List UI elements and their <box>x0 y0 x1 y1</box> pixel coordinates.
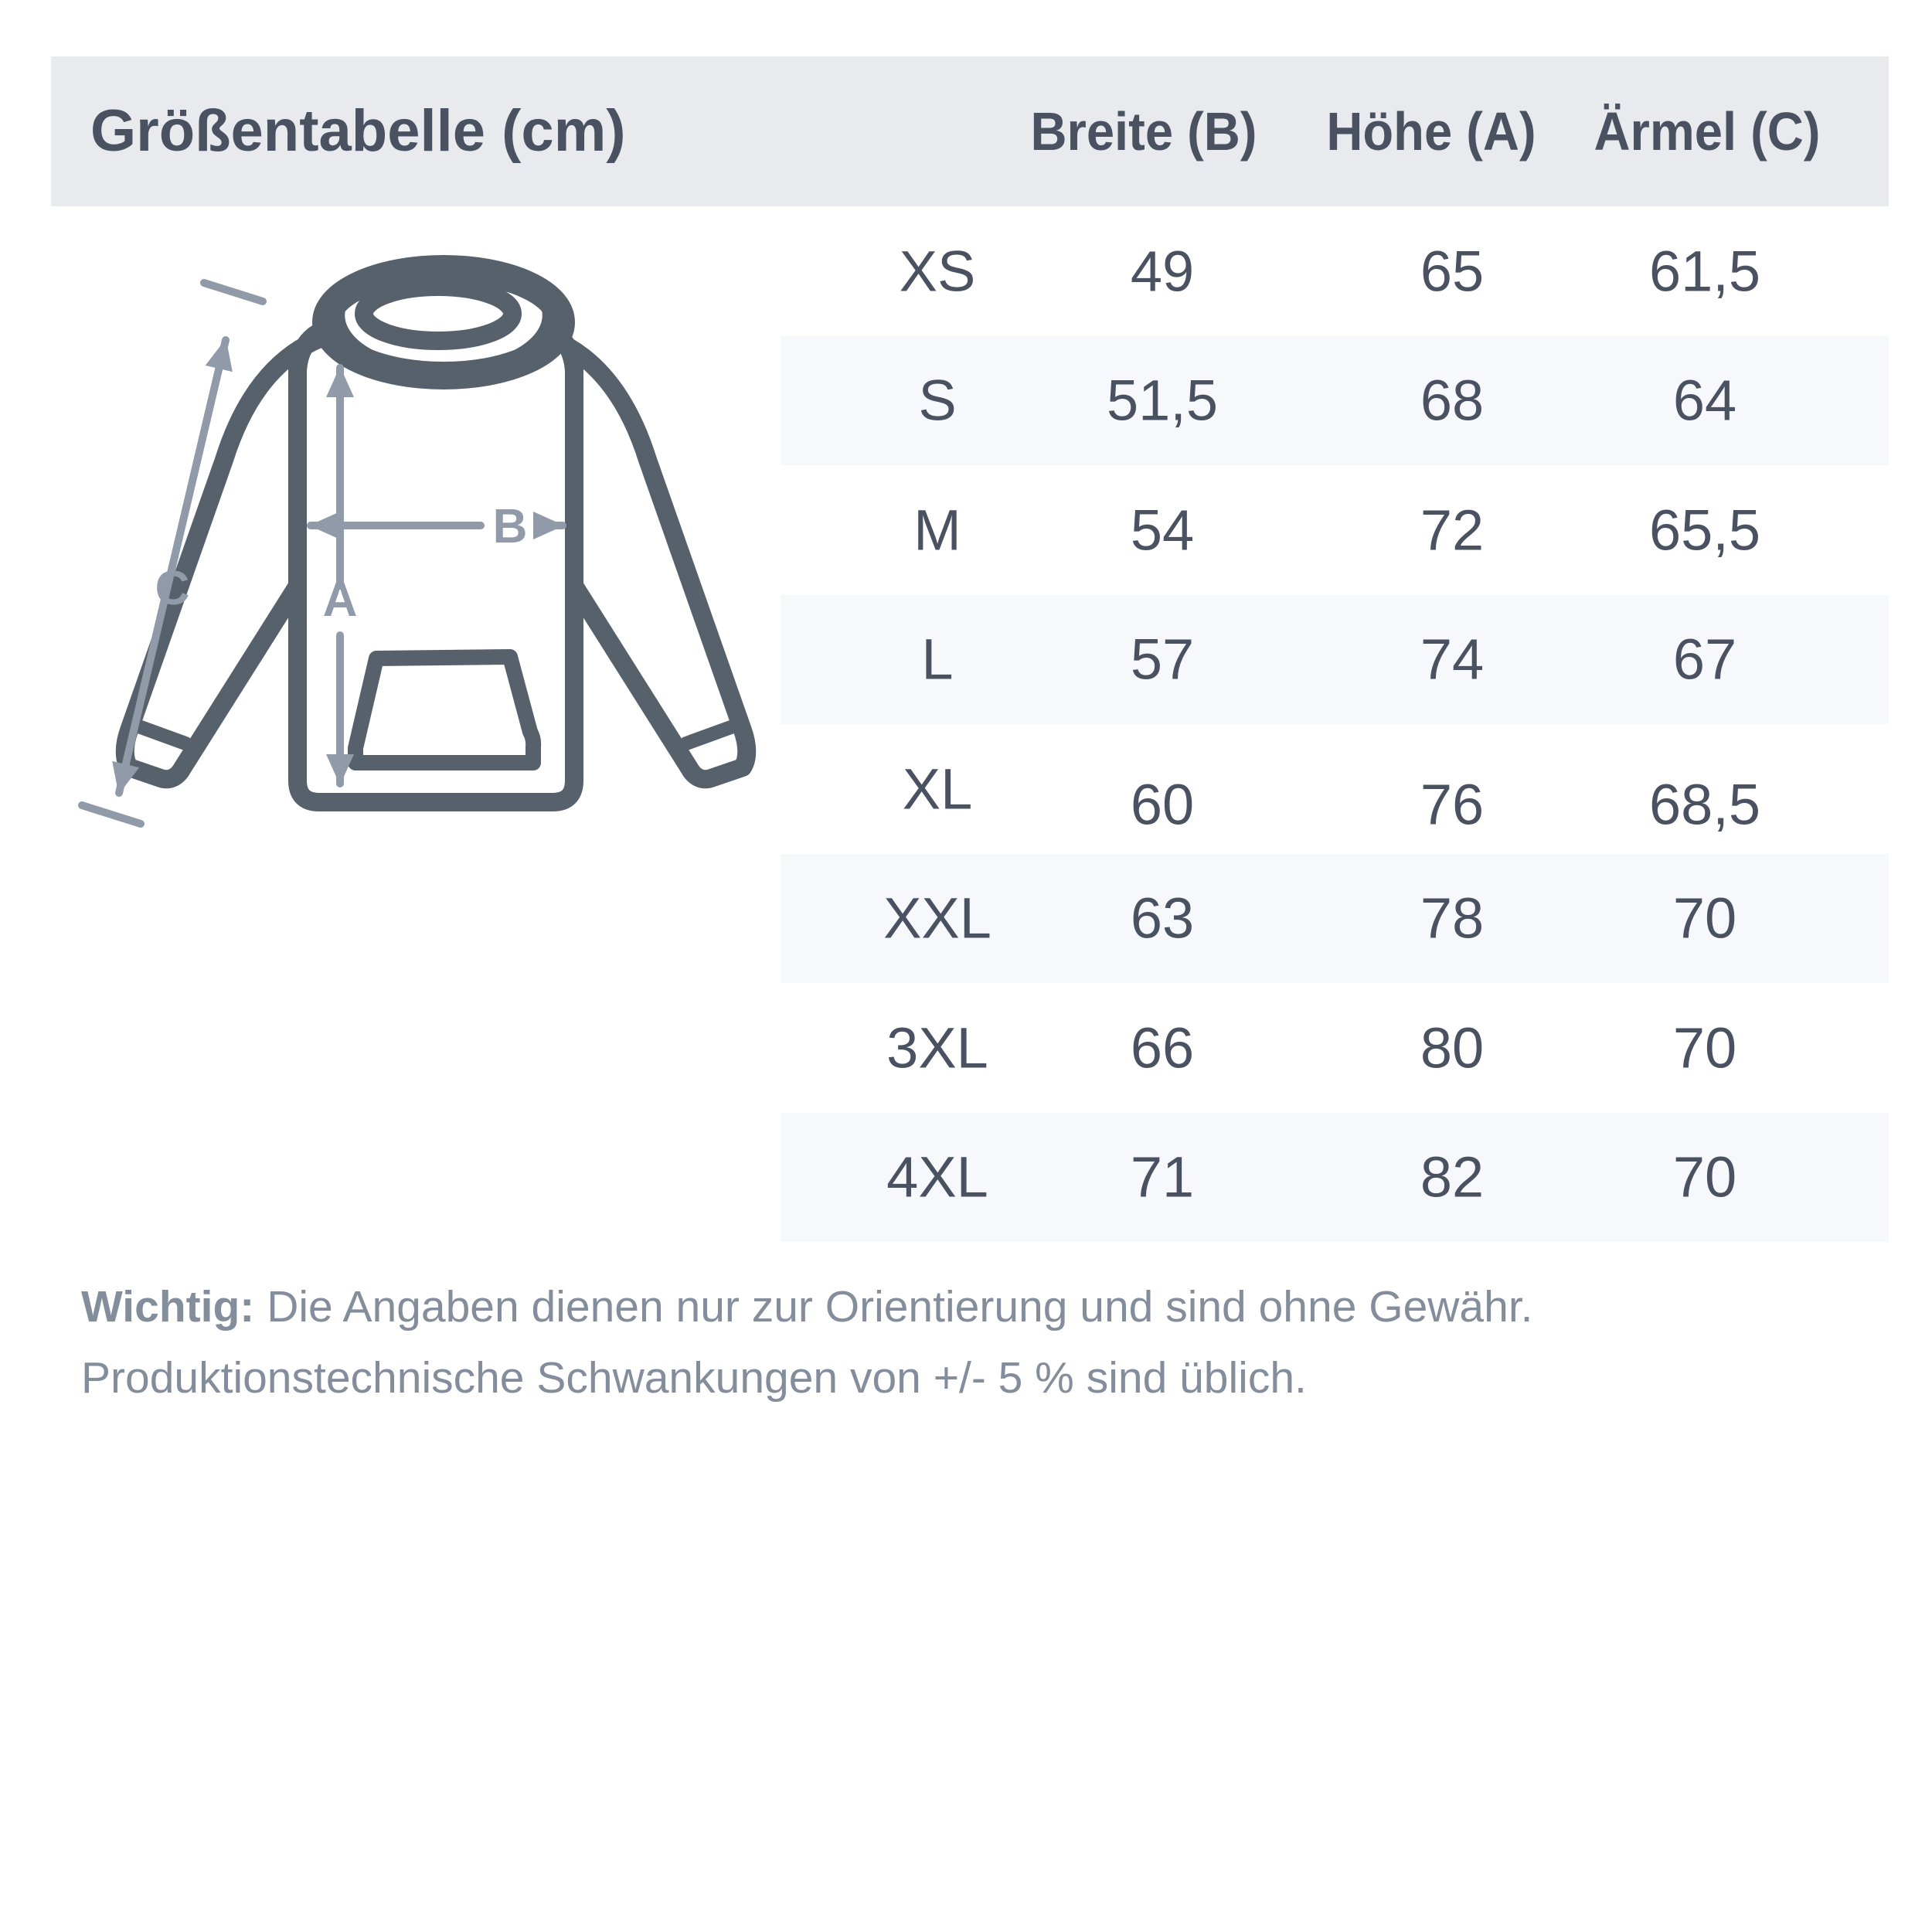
hoehe-value: 65 <box>1420 239 1485 304</box>
aermel-value: 70 <box>1672 1145 1737 1209</box>
table-row <box>781 336 1889 466</box>
aermel-value: 61,5 <box>1648 239 1761 304</box>
table-row <box>781 206 1889 336</box>
disclaimer-text-2: Produktionstechnische Schwankungen von +/- 5 % sind üblich. <box>81 1353 1307 1403</box>
size-label: L <box>921 627 954 692</box>
table-header-bar <box>51 56 1889 206</box>
table-row <box>781 724 1889 854</box>
disclaimer-prefix: Wichtig: <box>81 1282 255 1332</box>
hoehe-value: 74 <box>1420 627 1485 692</box>
aermel-value: 68,5 <box>1648 772 1761 837</box>
aermel-value: 64 <box>1672 368 1737 433</box>
pocket <box>355 657 533 763</box>
column-header-breite: Breite (B) <box>1030 101 1257 162</box>
disclaimer-line-2 <box>81 1342 1859 1413</box>
hoehe-value: 78 <box>1420 886 1485 951</box>
disclaimer-line-1 <box>81 1271 1859 1342</box>
table-row <box>781 595 1889 725</box>
size-label: 4XL <box>886 1145 988 1209</box>
size-label: 3XL <box>886 1015 988 1080</box>
dimension-tick-top <box>204 283 263 301</box>
breite-value: 54 <box>1130 498 1195 563</box>
hoehe-value: 72 <box>1420 498 1485 563</box>
hoehe-value: 82 <box>1420 1145 1485 1209</box>
breite-value: 71 <box>1130 1145 1195 1209</box>
size-label: S <box>918 368 957 433</box>
size-label: XS <box>899 239 976 304</box>
breite-value: 51,5 <box>1106 368 1219 433</box>
table-row <box>781 983 1889 1113</box>
label-c: C <box>155 562 190 615</box>
column-header-aermel: Ärmel (C) <box>1594 101 1821 162</box>
label-a: A <box>322 573 358 627</box>
aermel-value: 65,5 <box>1648 498 1761 563</box>
breite-value: 66 <box>1130 1015 1195 1080</box>
hoodie-measurement-diagram <box>46 240 788 935</box>
hoehe-value: 80 <box>1420 1015 1485 1080</box>
disclaimer <box>81 1271 1859 1413</box>
breite-value: 63 <box>1130 886 1195 951</box>
hoehe-value: 76 <box>1420 772 1485 837</box>
breite-value: 49 <box>1130 239 1195 304</box>
aermel-value: 67 <box>1672 627 1737 692</box>
hood <box>326 269 561 376</box>
breite-value: 57 <box>1130 627 1195 692</box>
table-row <box>781 1113 1889 1243</box>
page-title: Größentabelle (cm) <box>90 98 626 164</box>
breite-value: 60 <box>1130 772 1195 837</box>
size-table <box>781 206 1889 1242</box>
aermel-value: 70 <box>1672 1015 1737 1080</box>
column-header-hoehe: Höhe (A) <box>1326 101 1536 162</box>
label-b: B <box>492 500 528 553</box>
size-label: XXL <box>883 886 992 951</box>
disclaimer-text-1: Die Angaben dienen nur zur Orientierung und sind ohne Gewähr. <box>267 1282 1533 1332</box>
dimension-tick-bottom <box>82 805 141 824</box>
table-row <box>781 465 1889 595</box>
size-label: M <box>913 498 961 563</box>
table-row <box>781 854 1889 984</box>
size-label: XL <box>902 757 973 821</box>
aermel-value: 70 <box>1672 886 1737 951</box>
hoehe-value: 68 <box>1420 368 1485 433</box>
